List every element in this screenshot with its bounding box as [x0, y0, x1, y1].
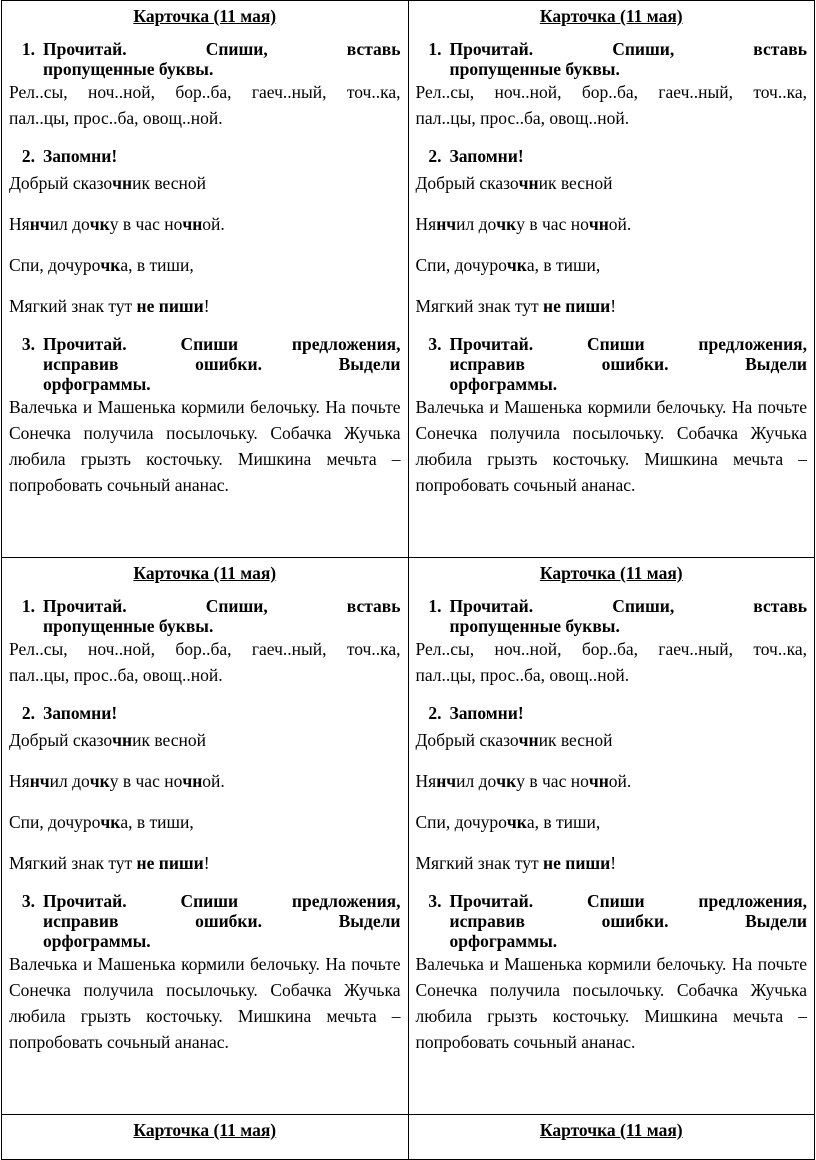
poem-highlight: не пиши — [543, 853, 611, 873]
poem-highlight: чк — [506, 255, 527, 275]
task-number: 2. — [428, 146, 442, 166]
poem-text: ой. — [608, 214, 632, 234]
poem-highlight: чн — [518, 730, 539, 750]
task-1-heading — [416, 596, 808, 636]
task-3-heading — [9, 891, 401, 951]
poem-text: ил до — [456, 214, 497, 234]
task-3-heading — [9, 334, 401, 394]
task-3-heading — [416, 334, 808, 394]
task-3-instruction — [450, 891, 808, 951]
task-number: 2. — [21, 146, 35, 166]
poem-text: а, в тиши, — [120, 255, 194, 275]
task-3-line3: орфограммы. — [449, 931, 558, 951]
poem-text: ой. — [202, 214, 225, 234]
task-1-text: Рел..сы, ноч..ной, бор..ба, гаеч..ный, точ..ка, пал..цы, прос..ба, овощ..ной. — [415, 639, 807, 685]
task-3-word: Выдели — [745, 911, 807, 931]
task-1-line2: пропущенные буквы. — [449, 59, 620, 79]
task-3-line2 — [43, 911, 401, 931]
poem-text: Спи, дочуро — [415, 255, 507, 275]
task-number: 2. — [428, 703, 442, 723]
poem-highlight: чн — [182, 214, 203, 234]
task-3-line3: орфограммы. — [449, 374, 558, 394]
poem-line-3 — [9, 809, 401, 835]
task-1-word: Спиши, — [205, 39, 268, 59]
task-3-line2 — [450, 911, 808, 931]
poem-highlight: не пиши — [136, 296, 204, 316]
task-3-instruction — [43, 891, 401, 951]
task-1-word: вставь — [346, 596, 401, 616]
poem-text: Мягкий знак тут — [9, 296, 137, 316]
poem-highlight: чк — [89, 214, 110, 234]
task-number: 3. — [428, 891, 442, 911]
task-1-word: вставь — [346, 39, 401, 59]
poem-highlight: чк — [100, 255, 121, 275]
task-1-line1 — [43, 596, 401, 616]
task-1-instruction — [43, 596, 401, 636]
task-3-word: Выдели — [338, 354, 401, 374]
task-1-heading — [9, 39, 401, 79]
poem-highlight: чн — [112, 730, 133, 750]
task-1-word: Прочитай. — [449, 39, 534, 59]
task-3-line1 — [450, 891, 808, 911]
poem-text: а, в тиши, — [120, 812, 194, 832]
poem-line-4 — [9, 293, 401, 319]
task-1-line1 — [43, 39, 401, 59]
poem-text: а, в тиши, — [526, 255, 601, 275]
poem-text: ик весной — [132, 730, 206, 750]
poem-text: ик весной — [132, 173, 206, 193]
task-3-word: Спиши — [586, 891, 645, 911]
poem-highlight: чк — [100, 812, 121, 832]
task-number: 1. — [21, 596, 35, 616]
task-2-instruction: Запомни! — [449, 146, 524, 166]
poem-text: Ня — [415, 214, 437, 234]
poem-text: Добрый сказо — [9, 730, 113, 750]
task-2-heading — [416, 703, 808, 723]
poem-line-4 — [416, 293, 808, 319]
card — [408, 1, 815, 558]
task-1-instruction — [450, 596, 808, 636]
task-1-line2: пропущенные буквы. — [449, 616, 620, 636]
poem-line-1 — [9, 170, 401, 196]
task-3-text: Валечька и Машенька кормили белочьку. На почьте Сонечка получила посылочьку. Собачка Жучька любила грызть косточьку. Мишкина мечьта – попробовать сочьный ананас. — [9, 954, 401, 1052]
poem-line-3 — [416, 252, 808, 278]
poem-text: Спи, дочуро — [9, 255, 101, 275]
poem-text: ! — [610, 853, 617, 873]
poem-text: у в час но — [109, 214, 183, 234]
poem-line-2 — [416, 211, 808, 237]
task-1-line1 — [450, 596, 808, 616]
poem-highlight: чк — [496, 214, 517, 234]
poem-text: а, в тиши, — [526, 812, 601, 832]
task-3-word: предложения, — [291, 334, 401, 354]
task-1-word: Прочитай. — [43, 596, 127, 616]
poem-text: ой. — [608, 771, 632, 791]
task-3-word: Выдели — [745, 354, 807, 374]
task-3-word: предложения, — [698, 891, 807, 911]
task-2-instruction: Запомни! — [43, 703, 118, 723]
card-title: Карточка (11 мая) — [133, 563, 277, 583]
poem-text: Мягкий знак тут — [9, 853, 137, 873]
poem-line-1 — [416, 727, 808, 753]
task-3-word: ошибки. — [601, 354, 669, 374]
poem-highlight: чк — [496, 771, 517, 791]
poem-text: ик весной — [538, 173, 613, 193]
poem-highlight: не пиши — [136, 853, 204, 873]
task-2-heading — [9, 703, 401, 723]
task-3-text: Валечька и Машенька кормили белочьку. На почьте Сонечка получила посылочьку. Собачка Жучька любила грызть косточьку. Мишкина мечьта – попробовать сочьный ананас. — [415, 954, 807, 1052]
task-number: 1. — [428, 39, 442, 59]
task-1-text: Рел..сы, ноч..ной, бор..ба, гаеч..ный, точ..ка, пал..цы, прос..ба, овощ..ной. — [415, 82, 807, 128]
poem-text: у в час но — [516, 771, 589, 791]
task-3-line1 — [450, 334, 808, 354]
poem-line-2 — [9, 768, 401, 794]
poem-line-4 — [416, 850, 808, 876]
poem-highlight: чн — [182, 771, 203, 791]
poem-text: Спи, дочуро — [9, 812, 101, 832]
task-3-word: ошибки. — [195, 354, 262, 374]
poem-text: ! — [610, 296, 617, 316]
poem-text: Добрый сказо — [415, 730, 519, 750]
task-1-instruction — [43, 39, 401, 79]
card-title: Карточка (11 мая) — [133, 1120, 277, 1140]
task-3-text: Валечька и Машенька кормили белочьку. На почьте Сонечка получила посылочьку. Собачка Жучька любила грызть косточьку. Мишкина мечьта – попробовать сочьный ананас. — [9, 397, 401, 495]
poem-text: Мягкий знак тут — [415, 853, 544, 873]
task-3-word: Прочитай. — [449, 334, 534, 354]
task-3-text: Валечька и Машенька кормили белочьку. На почьте Сонечка получила посылочьку. Собачка Жучька любила грызть косточьку. Мишкина мечьта – попробовать сочьный ананас. — [415, 397, 807, 495]
task-3-word: исправив — [43, 354, 119, 374]
poem-text: Добрый сказо — [415, 173, 519, 193]
task-3-word: исправив — [449, 354, 525, 374]
poem-text: Ня — [9, 771, 30, 791]
task-2-heading — [9, 146, 401, 166]
task-number: 3. — [21, 334, 35, 354]
poem-highlight: нч — [436, 214, 457, 234]
task-3-word: Прочитай. — [43, 891, 127, 911]
poem-highlight: чн — [518, 173, 539, 193]
poem-text: у в час но — [516, 214, 589, 234]
poem-highlight: чн — [112, 173, 133, 193]
cards-row — [2, 558, 815, 1115]
card-title: Карточка (11 мая) — [539, 563, 683, 583]
task-number: 2. — [21, 703, 35, 723]
poem-line-3 — [9, 252, 401, 278]
task-3-instruction — [450, 334, 808, 394]
poem-line-1 — [9, 727, 401, 753]
poem-highlight: чн — [588, 771, 609, 791]
task-1-line2: пропущенные буквы. — [43, 616, 214, 636]
task-3-word: Спиши — [180, 334, 239, 354]
task-3-word: Спиши — [180, 891, 239, 911]
task-2-instruction: Запомни! — [43, 146, 118, 166]
poem-text: Добрый сказо — [9, 173, 113, 193]
card — [2, 1, 409, 558]
card-title: Карточка (11 мая) — [539, 6, 683, 26]
poem-highlight: не пиши — [543, 296, 611, 316]
poem-text: ил до — [49, 214, 90, 234]
task-3-word: исправив — [43, 911, 119, 931]
cards-row — [2, 1, 815, 558]
task-3-word: предложения, — [291, 891, 401, 911]
task-3-instruction — [43, 334, 401, 394]
task-1-word: Прочитай. — [43, 39, 127, 59]
task-1-line1 — [450, 39, 808, 59]
card — [2, 558, 409, 1115]
task-1-line2: пропущенные буквы. — [43, 59, 214, 79]
poem-highlight: нч — [29, 771, 50, 791]
task-3-line3: орфограммы. — [43, 374, 151, 394]
card-title: Карточка (11 мая) — [133, 6, 277, 26]
task-1-word: вставь — [753, 596, 807, 616]
task-3-word: ошибки. — [601, 911, 669, 931]
task-number: 3. — [428, 334, 442, 354]
task-3-word: Прочитай. — [43, 334, 127, 354]
task-3-word: Прочитай. — [449, 891, 534, 911]
poem-highlight: чк — [506, 812, 527, 832]
task-1-heading — [9, 596, 401, 636]
poem-line-4 — [9, 850, 401, 876]
task-number: 1. — [428, 596, 442, 616]
task-3-word: Спиши — [586, 334, 645, 354]
task-1-text: Рел..сы, ноч..ной, бор..ба, гаеч..ный, точ..ка, пал..цы, прос..ба, овощ..ной. — [9, 639, 401, 685]
task-1-word: Спиши, — [612, 596, 675, 616]
task-1-word: Спиши, — [612, 39, 675, 59]
poem-text: ! — [203, 853, 210, 873]
poem-text: ил до — [49, 771, 90, 791]
task-3-line3: орфограммы. — [43, 931, 151, 951]
task-1-instruction — [450, 39, 808, 79]
poem-text: ик весной — [538, 730, 613, 750]
task-1-word: Прочитай. — [449, 596, 534, 616]
poem-text: Спи, дочуро — [415, 812, 507, 832]
task-3-word: предложения, — [698, 334, 807, 354]
poem-line-3 — [416, 809, 808, 835]
task-3-line1 — [43, 334, 401, 354]
task-number: 1. — [21, 39, 35, 59]
poem-line-2 — [9, 211, 401, 237]
task-1-word: вставь — [753, 39, 807, 59]
poem-text: Мягкий знак тут — [415, 296, 544, 316]
poem-text: ил до — [456, 771, 497, 791]
poem-highlight: чн — [588, 214, 609, 234]
card-title: Карточка (11 мая) — [539, 1120, 683, 1140]
task-1-text: Рел..сы, ноч..ной, бор..ба, гаеч..ный, точ..ка, пал..цы, прос..ба, овощ..ной. — [9, 82, 401, 128]
task-3-word: Выдели — [338, 911, 401, 931]
poem-text: ой. — [202, 771, 225, 791]
task-number: 3. — [21, 891, 35, 911]
poem-text: Ня — [9, 214, 30, 234]
task-2-instruction: Запомни! — [449, 703, 524, 723]
task-3-line2 — [450, 354, 808, 374]
poem-highlight: чк — [89, 771, 110, 791]
card — [408, 558, 815, 1115]
cards-table — [1, 0, 815, 1160]
poem-line-1 — [416, 170, 808, 196]
task-3-heading — [416, 891, 808, 951]
poem-text: у в час но — [109, 771, 183, 791]
poem-line-2 — [416, 768, 808, 794]
poem-highlight: нч — [29, 214, 50, 234]
task-3-word: исправив — [449, 911, 525, 931]
poem-highlight: нч — [436, 771, 457, 791]
task-3-word: ошибки. — [195, 911, 262, 931]
task-1-heading — [416, 39, 808, 79]
poem-text: Ня — [415, 771, 437, 791]
poem-text: ! — [203, 296, 210, 316]
task-2-heading — [416, 146, 808, 166]
task-1-word: Спиши, — [205, 596, 268, 616]
task-3-line2 — [43, 354, 401, 374]
task-3-line1 — [43, 891, 401, 911]
